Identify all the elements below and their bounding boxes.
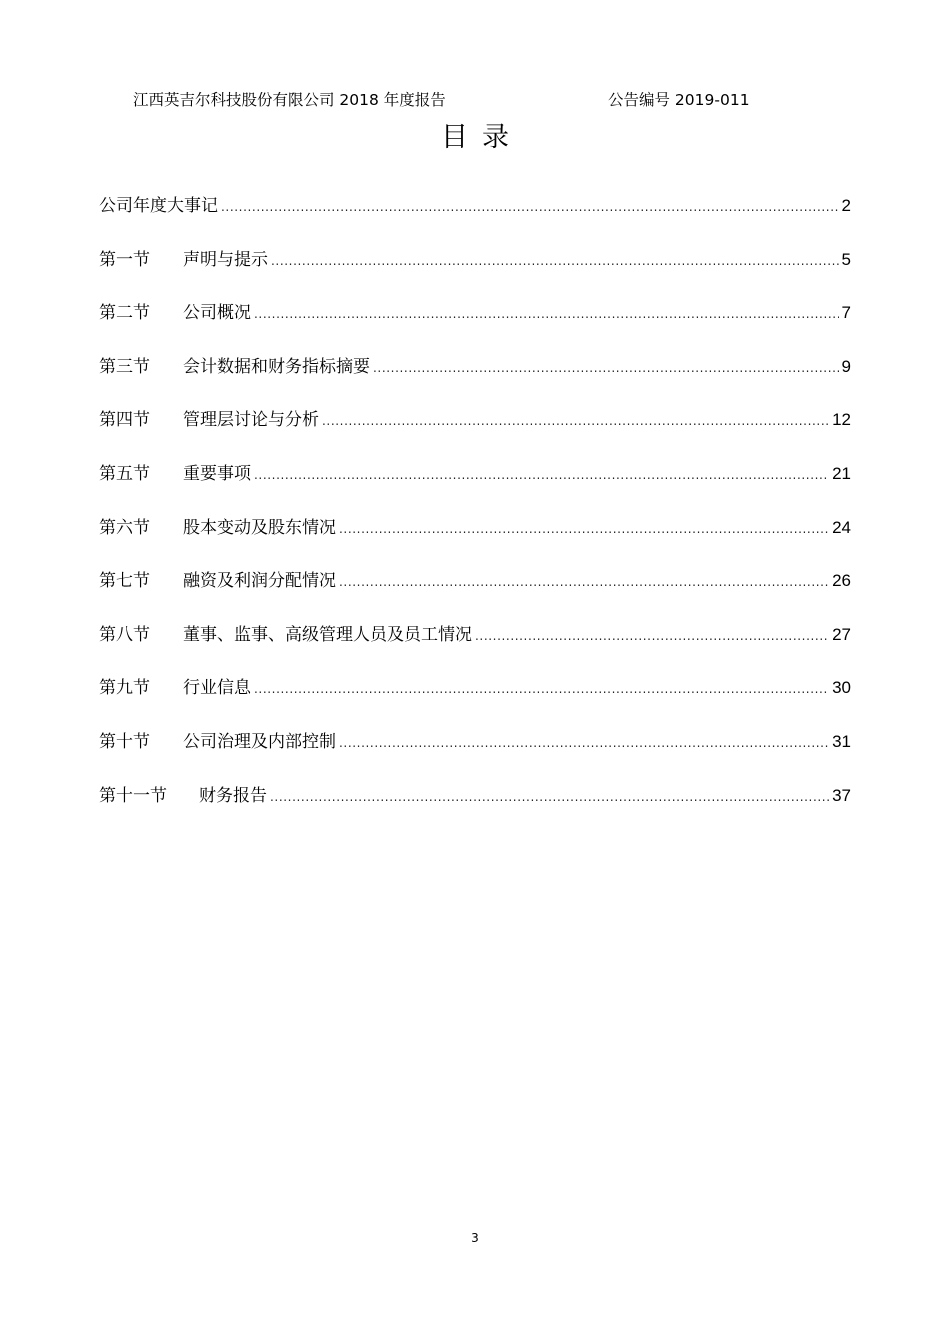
toc-leader-dots (270, 784, 829, 810)
toc-page-number: 12 (832, 410, 851, 430)
toc-entry-label: 声明与提示 (183, 249, 268, 270)
toc-leader-dots (475, 623, 829, 649)
toc-leader-dots (221, 194, 839, 220)
toc-entry-section-10[interactable] (99, 729, 851, 783)
toc-page-number: 7 (841, 303, 851, 323)
toc-page-number: 24 (832, 517, 851, 537)
toc-entry-section-4[interactable] (99, 407, 851, 461)
toc-section-number: 第一节 (99, 249, 150, 270)
toc-entry-section-1[interactable] (99, 247, 851, 301)
toc-entry-label: 融资及利润分配情况 (183, 571, 336, 592)
toc-page-number: 26 (832, 571, 851, 591)
toc-leader-dots (339, 730, 829, 756)
toc-entry-label: 行业信息 (183, 678, 251, 699)
toc-entry-highlights[interactable] (99, 193, 851, 247)
toc-entry-label: 重要事项 (183, 463, 251, 484)
toc-leader-dots (322, 408, 829, 434)
toc-page-number: 2 (841, 196, 851, 215)
toc-section-number: 第五节 (99, 463, 150, 484)
toc-entry-section-6[interactable] (99, 515, 851, 569)
table-of-contents (99, 193, 851, 836)
toc-section-number: 第四节 (99, 410, 150, 431)
toc-leader-dots (254, 301, 839, 327)
toc-leader-dots (254, 676, 829, 702)
toc-entry-section-5[interactable] (99, 461, 851, 515)
toc-section-number: 第七节 (99, 571, 150, 592)
report-title-header: 江西英吉尔科技股份有限公司 2018 年度报告 (133, 91, 446, 109)
toc-section-number: 第六节 (99, 517, 150, 538)
toc-section-number: 第十节 (99, 731, 150, 752)
toc-leader-dots (339, 569, 829, 595)
toc-page-number: 5 (841, 249, 851, 269)
toc-entry-section-3[interactable] (99, 354, 851, 408)
toc-section-number: 第八节 (99, 624, 150, 645)
toc-entry-label: 公司概况 (183, 303, 251, 324)
toc-entry-section-7[interactable] (99, 568, 851, 622)
toc-page-number: 27 (832, 624, 851, 644)
toc-section-number: 第二节 (99, 303, 150, 324)
toc-page-number: 9 (841, 356, 851, 376)
toc-entry-label: 会计数据和财务指标摘要 (183, 356, 370, 377)
toc-entry-section-8[interactable] (99, 622, 851, 676)
toc-leader-dots (373, 355, 839, 381)
toc-leader-dots (271, 248, 839, 274)
toc-section-number: 第十一节 (99, 785, 167, 806)
toc-leader-dots (254, 462, 829, 488)
toc-entry-label: 公司年度大事记 (99, 196, 218, 216)
toc-entry-label: 管理层讨论与分析 (183, 410, 319, 431)
toc-leader-dots (339, 516, 829, 542)
toc-entry-section-9[interactable] (99, 675, 851, 729)
toc-entry-label: 公司治理及内部控制 (183, 731, 336, 752)
toc-entry-label: 董事、监事、高级管理人员及员工情况 (183, 624, 472, 645)
toc-entry-label: 财务报告 (199, 785, 267, 806)
toc-section-number: 第九节 (99, 678, 150, 699)
toc-page-number: 30 (832, 678, 851, 698)
toc-page-number: 21 (832, 463, 851, 483)
toc-section-number: 第三节 (99, 356, 150, 377)
page-number: 3 (471, 1231, 479, 1245)
toc-entry-section-2[interactable] (99, 300, 851, 354)
toc-entry-section-11[interactable] (99, 783, 851, 837)
toc-page-number: 31 (832, 731, 851, 751)
toc-page-number: 37 (832, 785, 851, 805)
toc-entry-label: 股本变动及股东情况 (183, 517, 336, 538)
announcement-number: 公告编号 2019-011 (608, 91, 750, 109)
toc-title: 目录 (441, 122, 523, 153)
